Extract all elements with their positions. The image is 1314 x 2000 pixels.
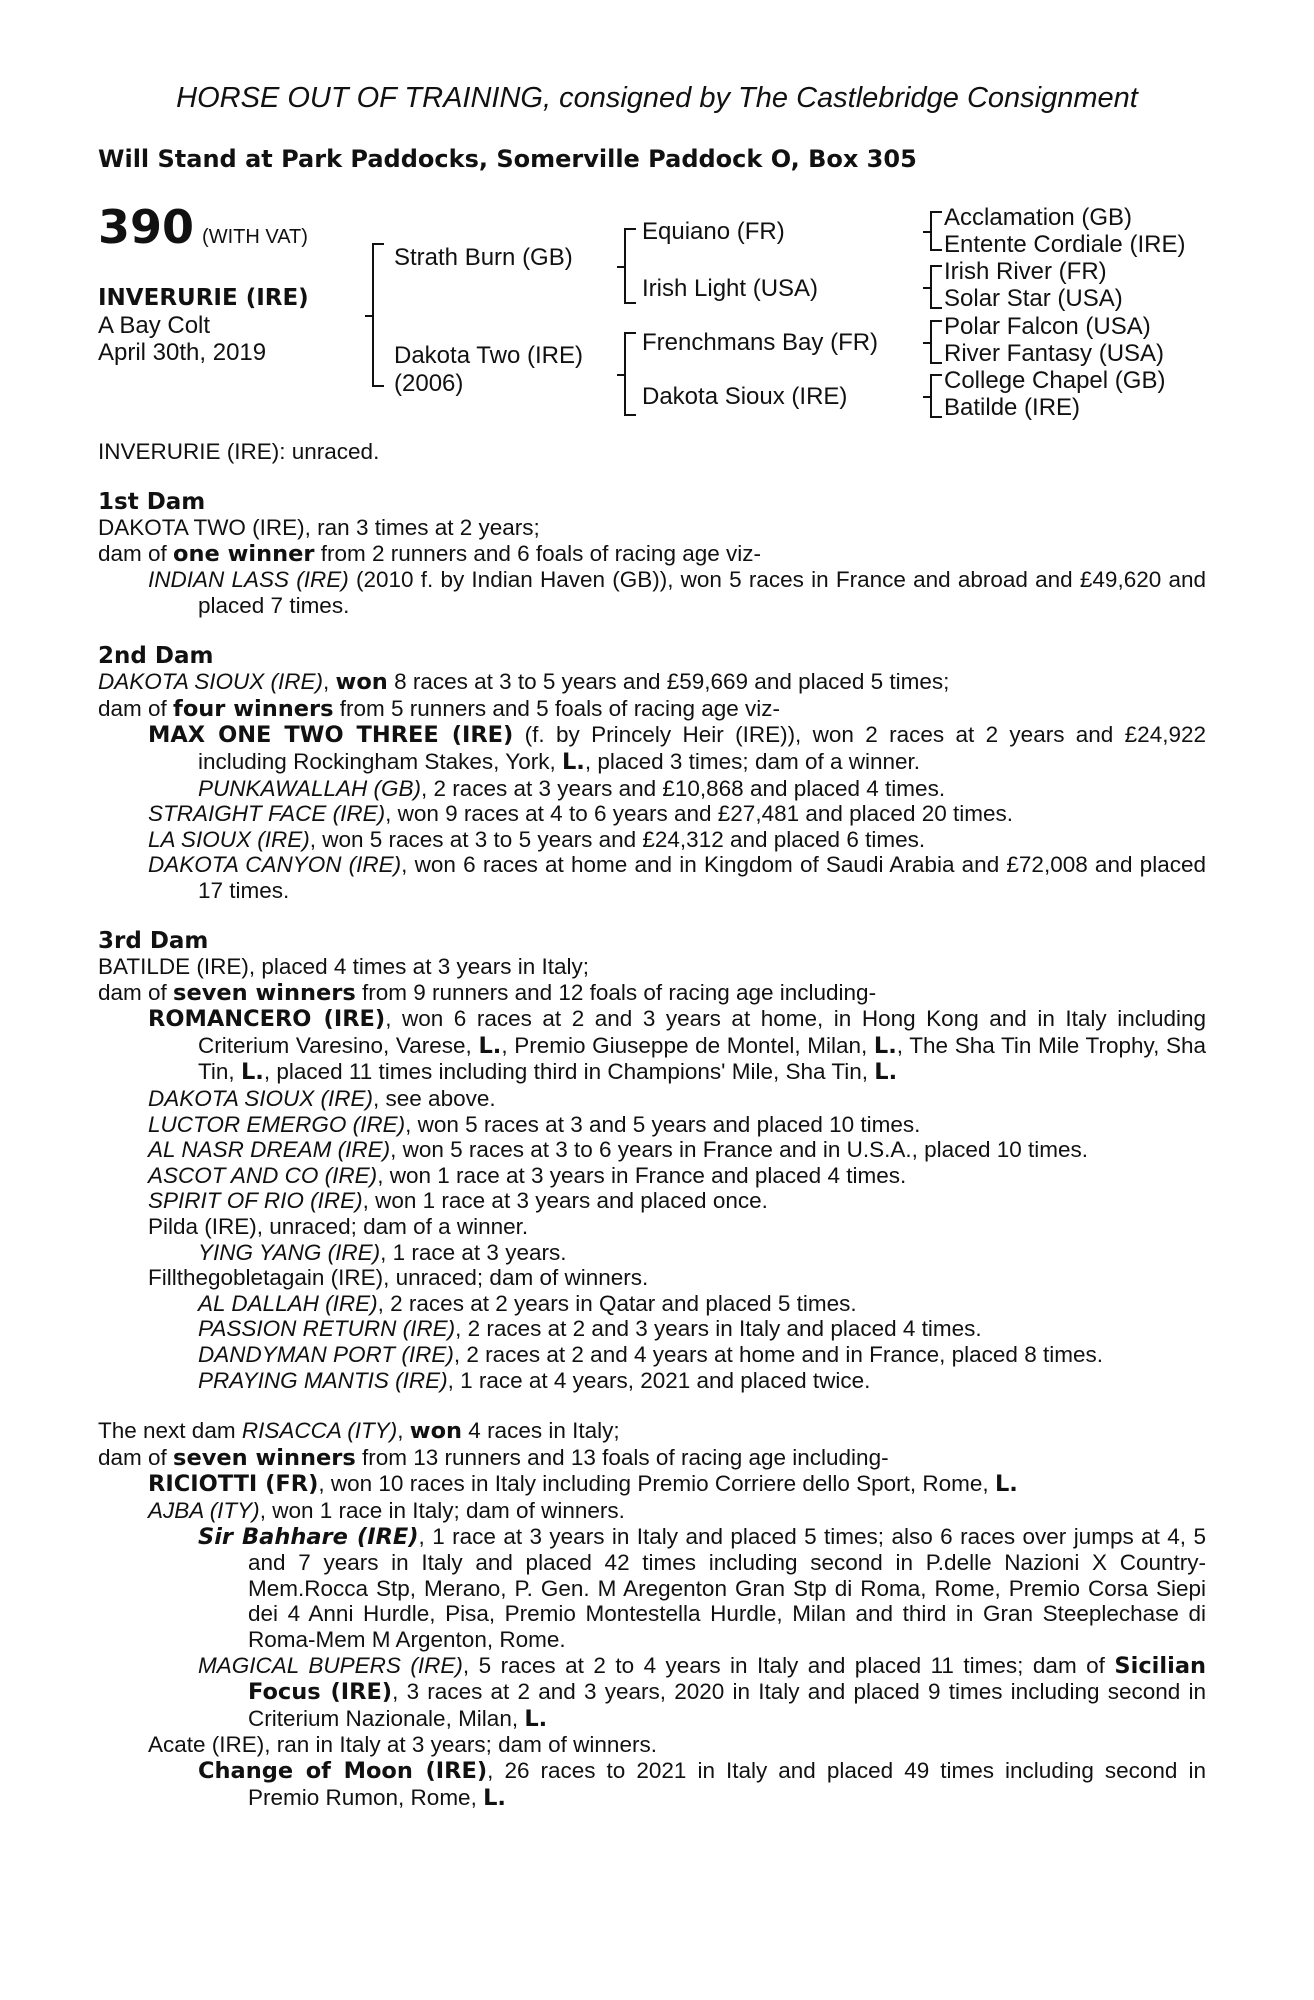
dam-produce-line: dam of four winners from 5 runners and 5 foals of racing age viz- — [98, 695, 781, 722]
produce-entry: LUCTOR EMERGO (IRE), won 5 races at 3 and 5 years and placed 10 times. — [148, 1111, 921, 1137]
produce-entry: AL NASR DREAM (IRE), won 5 races at 3 to 6 years in France and in U.S.A., placed 10 times. — [148, 1137, 1088, 1163]
produce-entry: ROMANCERO (IRE), won 6 races at 2 and 3 years at home, in Hong Kong and in Italy including Criterium Varesino, Varese, L., Premio Giuseppe de Montel, Milan, L., The Sha Tin Mile Trophy, Sha Tin, L., placed 11 times including third in Champions' Mile, Sha Tin, L. — [148, 1006, 1207, 1086]
produce-entry: STRAIGHT FACE (IRE), won 9 races at 4 to 6 years and £27,481 and placed 20 times. — [148, 801, 1013, 827]
pedigree-sire-dam: Irish Light (USA) — [642, 275, 819, 302]
produce-entry: DAKOTA SIOUX (IRE), see above. — [148, 1086, 496, 1112]
pedigree-brace — [930, 320, 942, 364]
produce-entry: PUNKAWALLAH (GB), 2 races at 3 years and £10,868 and placed 4 times. — [198, 775, 946, 801]
pedigree-ancestor: College Chapel (GB) — [944, 367, 1166, 394]
pedigree-ancestor: Irish River (FR) — [944, 258, 1107, 285]
pedigree-brace — [930, 374, 942, 418]
produce-entry: MAGICAL BUPERS (IRE), 5 races at 2 to 4 years in Italy and placed 11 times; dam of Sicilian Focus (IRE), 3 races at 2 and 3 years, 2020 in Italy and placed 9 times including second in Criterium Nazionale, Milan, L. — [198, 1652, 1207, 1732]
horse-identity — [98, 285, 309, 366]
pedigree-brace — [372, 243, 384, 387]
pedigree-ancestor: Solar Star (USA) — [944, 285, 1123, 312]
race-record: INVERURIE (IRE): unraced. — [98, 439, 380, 464]
pedigree-ancestor: Entente Cordiale (IRE) — [944, 231, 1186, 258]
pedigree-dam-dam: Dakota Sioux (IRE) — [642, 383, 848, 410]
dam-line: DAKOTA TWO (IRE), ran 3 times at 2 years; — [98, 515, 540, 541]
dam-line: BATILDE (IRE), placed 4 times at 3 years in Italy; — [98, 954, 590, 980]
produce-entry: DAKOTA CANYON (IRE), won 6 races at home and in Kingdom of Saudi Arabia and £72,008 and placed 17 times. — [148, 852, 1206, 903]
pedigree-ancestor: Acclamation (GB) — [944, 204, 1133, 231]
pedigree-ancestor: Batilde (IRE) — [944, 394, 1081, 421]
stand-location: Will Stand at Park Paddocks, Somerville Paddock O, Box 305 — [98, 145, 917, 173]
produce-entry: Fillthegobletagain (IRE), unraced; dam of winners. — [148, 1265, 649, 1291]
pedigree-dam-sire: Frenchmans Bay (FR) — [642, 329, 879, 356]
produce-entry: MAX ONE TWO THREE (IRE) (f. by Princely Heir (IRE)), won 2 races at 2 years and £24,922 including Rockingham Stakes, York, L., placed 3 times; dam of a winner. — [148, 722, 1206, 775]
produce-entry: Pilda (IRE), unraced; dam of a winner. — [148, 1214, 529, 1240]
produce-entry: LA SIOUX (IRE), won 5 races at 3 to 5 years and £24,312 and placed 6 times. — [148, 826, 926, 852]
page-title: HORSE OUT OF TRAINING, consigned by The Castlebridge Consignment — [176, 82, 1138, 114]
produce-entry: AJBA (ITY), won 1 race in Italy; dam of winners. — [148, 1497, 625, 1523]
produce-entry: Sir Bahhare (IRE), 1 race at 3 years in Italy and placed 5 times; also 6 races over jumps at 4, 5 and 7 years in Italy and placed 42 times including second in P.delle Nazioni X Country-Mem.Rocca Stp, Merano, P. Gen. M Aregenton Gran Stp di Roma, Rome, Premio Corsa Siepi dei 4 Anni Hurdle, Pisa, Premio Montestella Hurdle, Milan and third in Gran Steeplechase di Roma-Mem M Argenton, Rome. — [198, 1523, 1206, 1652]
section-heading: 3rd Dam — [98, 927, 209, 954]
lot-number: 390 — [98, 200, 195, 254]
horse-foaled: April 30th, 2019 — [98, 339, 267, 366]
produce-entry: PRAYING MANTIS (IRE), 1 race at 4 years, 2021 and placed twice. — [198, 1367, 871, 1393]
produce-entry: DANDYMAN PORT (IRE), 2 races at 2 and 4 years at home and in France, placed 8 times. — [198, 1342, 1103, 1367]
pedigree-sire: Strath Burn (GB) — [394, 244, 573, 271]
dam-produce-line: dam of seven winners from 13 runners and 13 foals of racing age including- — [98, 1444, 889, 1471]
pedigree-brace — [930, 265, 942, 309]
produce-entry: PASSION RETURN (IRE), 2 races at 2 and 3 years in Italy and placed 4 times. — [198, 1316, 982, 1342]
produce-entry: SPIRIT OF RIO (IRE), won 1 race at 3 years and placed once. — [148, 1188, 768, 1214]
produce-entry: YING YANG (IRE), 1 race at 3 years. — [198, 1239, 567, 1265]
horse-description: A Bay Colt — [98, 312, 211, 339]
produce-entry: INDIAN LASS (IRE) (2010 f. by Indian Haven (GB)), won 5 races in France and abroad and £49,620 and placed 7 times. — [148, 567, 1206, 618]
produce-entry: AL DALLAH (IRE), 2 races at 2 years in Qatar and placed 5 times. — [198, 1290, 857, 1316]
produce-entry: RICIOTTI (FR), won 10 races in Italy including Premio Corriere dello Sport, Rome, L. — [148, 1471, 1018, 1498]
produce-entry: Change of Moon (IRE), 26 races to 2021 in Italy and placed 49 times including second in Premio Rumon, Rome, L. — [198, 1757, 1206, 1811]
pedigree-ancestor: Polar Falcon (USA) — [944, 313, 1151, 340]
pedigree-brace — [624, 228, 636, 304]
dam-produce-line: dam of one winner from 2 runners and 6 foals of racing age viz- — [98, 540, 761, 567]
pedigree-brace — [930, 211, 942, 251]
dam-line: DAKOTA SIOUX (IRE), won 8 races at 3 to 5 years and £59,669 and placed 5 times; — [98, 669, 950, 696]
section-heading: 2nd Dam — [98, 642, 214, 669]
pedigree-ancestor: River Fantasy (USA) — [944, 340, 1165, 367]
pedigree-brace — [624, 332, 636, 416]
produce-entry: Acate (IRE), ran in Italy at 3 years; dam of winners. — [148, 1732, 657, 1758]
produce-entry: ASCOT AND CO (IRE), won 1 race at 3 years in France and placed 4 times. — [148, 1162, 907, 1188]
pedigree-dam-year: (2006) — [394, 370, 464, 397]
vat-label: (WITH VAT) — [202, 226, 308, 248]
section-heading: 1st Dam — [98, 488, 206, 515]
dam-line: The next dam RISACCA (ITY), won 4 races in Italy; — [98, 1418, 620, 1445]
dam-produce-line: dam of seven winners from 9 runners and 12 foals of racing age including- — [98, 979, 877, 1006]
lot-number-block — [98, 200, 308, 254]
pedigree-dam: Dakota Two (IRE) — [394, 342, 583, 369]
catalogue-body — [98, 439, 1206, 1811]
pedigree-sire-sire: Equiano (FR) — [642, 218, 785, 245]
horse-name: INVERURIE (IRE) — [98, 285, 309, 311]
